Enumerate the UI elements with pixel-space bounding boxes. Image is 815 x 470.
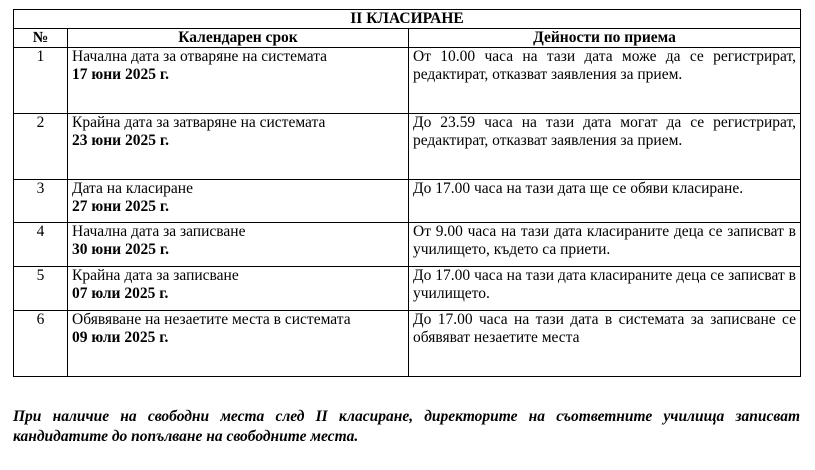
term-label: Крайна дата за записване <box>72 267 239 284</box>
term-label: Дата на класиране <box>72 180 193 197</box>
table-row <box>14 48 801 114</box>
term-date: 30 юни 2025 г. <box>72 241 169 258</box>
header-activity: Дейности по приема <box>409 29 801 48</box>
term-label: Начална дата за записване <box>72 223 246 240</box>
row-number: 4 <box>14 223 68 267</box>
row-number: 2 <box>14 114 68 180</box>
row-number: 6 <box>14 311 68 377</box>
row-activity: До 23.59 часа на тази дата могат да се регистрират, редактират, отказват заявления за прием. <box>409 114 801 180</box>
schedule-table <box>13 9 801 377</box>
row-activity: До 17.00 часа на тази дата в системата за записване се обявяват незаетите места <box>409 311 801 377</box>
term-label: Начална дата за отваряне на системата <box>72 48 328 65</box>
table-title: II КЛАСИРАНЕ <box>14 10 801 29</box>
term-date: 17 юни 2025 г. <box>72 66 169 83</box>
row-term <box>68 311 409 377</box>
term-label: Крайна дата за затваряне на системата <box>72 114 326 131</box>
table-row <box>14 114 801 180</box>
row-number: 3 <box>14 180 68 223</box>
table-row <box>14 223 801 267</box>
row-activity: До 17.00 часа на тази дата класираните деца се записват в училището. <box>409 267 801 311</box>
table-row <box>14 180 801 223</box>
row-activity: От 9.00 часа на тази дата класираните деца се записват в училището, където са приети. <box>409 223 801 267</box>
row-activity: От 10.00 часа на тази дата може да се регистрират, редактират, отказват заявления за прием. <box>409 48 801 114</box>
table-row <box>14 267 801 311</box>
row-term <box>68 48 409 114</box>
row-term <box>68 114 409 180</box>
table-header-row <box>14 29 801 48</box>
row-term <box>68 223 409 267</box>
term-date: 27 юни 2025 г. <box>72 198 169 215</box>
header-term: Календарен срок <box>68 29 409 48</box>
header-num: № <box>14 29 68 48</box>
table-row <box>14 311 801 377</box>
term-label: Обявяване на незаетите места в системата <box>72 311 351 328</box>
row-number: 5 <box>14 267 68 311</box>
row-term <box>68 267 409 311</box>
footnote: При наличие на свободни места след II класиране, директорите на съответните училища записват кандидатите до попълване на свободните места. <box>13 408 800 445</box>
row-activity: До 17.00 часа на тази дата ще се обяви класиране. <box>409 180 801 223</box>
term-date: 09 юли 2025 г. <box>72 329 169 346</box>
row-number: 1 <box>14 48 68 114</box>
row-term <box>68 180 409 223</box>
term-date: 23 юни 2025 г. <box>72 132 169 149</box>
term-date: 07 юли 2025 г. <box>72 285 169 302</box>
